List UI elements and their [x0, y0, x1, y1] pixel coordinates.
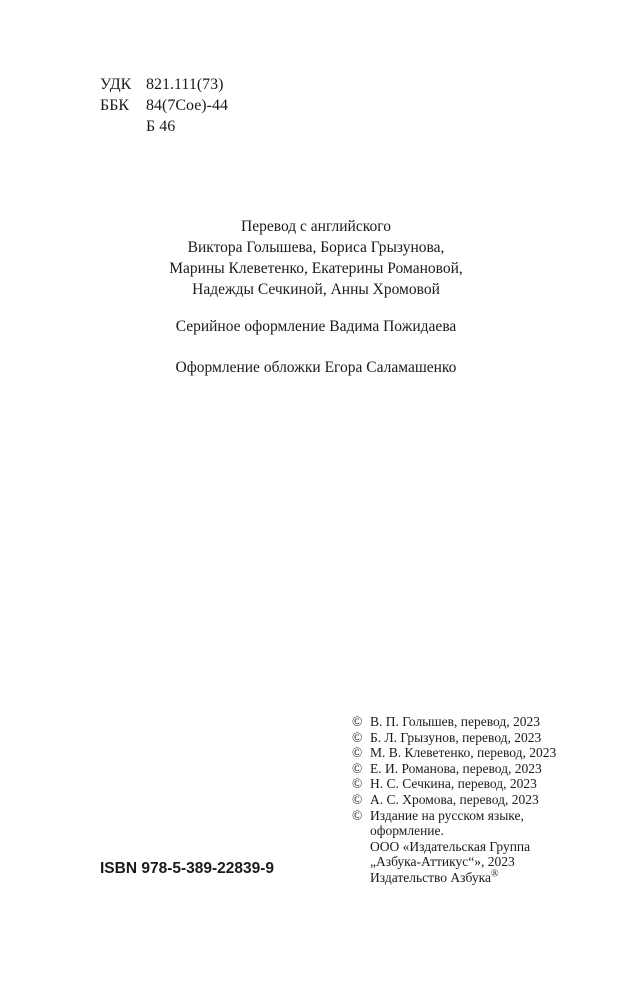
- copyright-block: [352, 714, 556, 886]
- copyright-line: [352, 839, 556, 855]
- copyright-text: Издание на русском языке,: [370, 807, 524, 823]
- copyright-line: [352, 761, 556, 777]
- copyright-line: [352, 792, 556, 808]
- translators-line: Марины Клеветенко, Екатерины Романовой,: [169, 260, 463, 277]
- classification-row-udk: [100, 74, 228, 95]
- classification-row-bbk: [100, 95, 228, 116]
- classification-block: [100, 74, 228, 137]
- copyright-symbol: ©: [352, 791, 363, 807]
- translators-credit: [0, 216, 632, 300]
- publisher-name: Издательство Азбука: [370, 869, 491, 885]
- copyright-text: М. В. Клеветенко, перевод, 2023: [370, 745, 557, 761]
- copyright-symbol: ©: [352, 745, 363, 761]
- classification-row-author-mark: [100, 116, 228, 137]
- copyright-text: Е. И. Романова, перевод, 2023: [370, 760, 542, 776]
- translators-line: Виктора Голышева, Бориса Грызунова,: [187, 239, 445, 256]
- copyright-text: ООО «Издательская Группа: [370, 838, 531, 854]
- copyright-symbol: ©: [352, 729, 363, 745]
- copyright-text: Н. С. Сечкина, перевод, 2023: [370, 776, 537, 792]
- series-design-credit: Серийное оформление Вадима Пожидаева: [175, 318, 457, 335]
- classification-code: УДК: [100, 76, 132, 93]
- cover-design-credit: Оформление обложки Егора Саламашенко: [175, 359, 457, 376]
- copyright-symbol: ©: [352, 760, 363, 776]
- classification-code: ББК: [100, 97, 130, 114]
- copyright-text: Б. Л. Грызунов, перевод, 2023: [370, 729, 542, 745]
- copyright-text: оформление.: [370, 823, 444, 839]
- copyright-text: [370, 870, 499, 886]
- copyright-line: [352, 854, 556, 870]
- copyright-symbol: [352, 854, 370, 870]
- copyright-text: „Азбука-Аттикус“», 2023: [370, 854, 515, 870]
- copyright-symbol: ©: [352, 714, 363, 729]
- copyright-text: А. С. Хромова, перевод, 2023: [370, 791, 539, 807]
- copyright-line: [352, 808, 556, 824]
- copyright-symbol: ©: [352, 807, 363, 823]
- copyright-symbol: [352, 823, 370, 839]
- copyright-line: [352, 714, 556, 730]
- registered-mark: ®: [490, 868, 499, 880]
- copyright-line: [352, 823, 556, 839]
- copyright-symbol: ©: [352, 776, 363, 792]
- copyright-symbol: [352, 839, 370, 855]
- copyright-line: [352, 745, 556, 761]
- copyright-line: [352, 730, 556, 746]
- translators-line: Перевод с английского: [241, 218, 391, 235]
- classification-value: 84(7Сое)-44: [146, 97, 228, 114]
- classification-code: [100, 116, 146, 137]
- isbn: ISBN 978-5-389-22839-9: [100, 860, 275, 877]
- copyright-line: [352, 870, 556, 886]
- classification-value: 821.111(73): [146, 76, 224, 93]
- classification-value: Б 46: [146, 118, 176, 135]
- copyright-symbol: [352, 870, 370, 886]
- copyright-text: В. П. Голышев, перевод, 2023: [370, 714, 540, 729]
- translators-line: Надежды Сечкиной, Анны Хромовой: [192, 281, 440, 298]
- copyright-line: [352, 776, 556, 792]
